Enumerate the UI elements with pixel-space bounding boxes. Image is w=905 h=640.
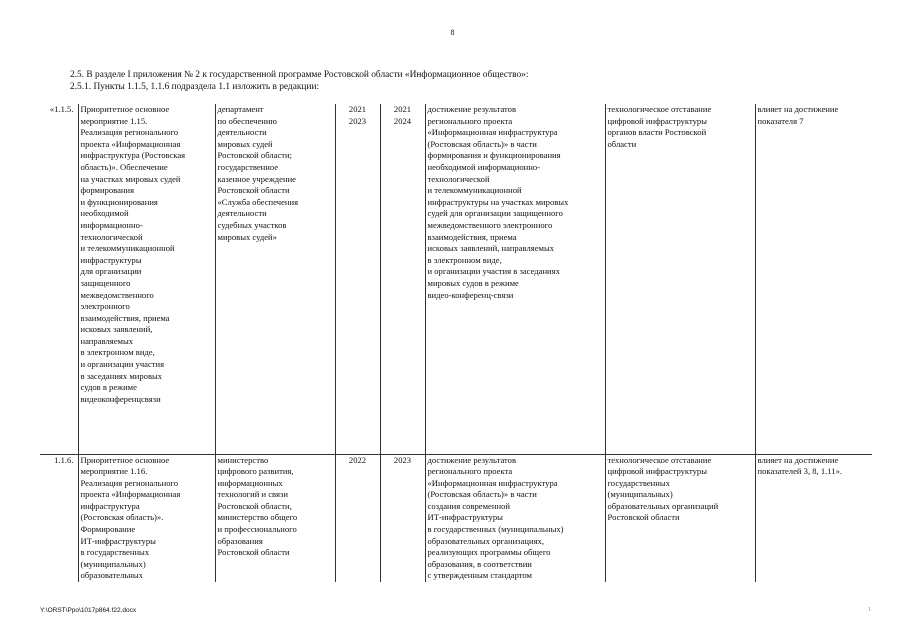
corner-mark: 1 <box>868 607 871 613</box>
measure-name: Приоритетное основное мероприятие 1.16. Реализация регионального проекта «Информационная инфраструктура (Ростовская область)». Формирование ИТ-инфраструктуры в государственных (муниципальных) образовательных <box>78 454 215 582</box>
end-year: 2021 2024 <box>380 104 425 454</box>
executor: департамент по обеспечению деятельности мировых судей Ростовской области; государственное казенное учреждение Ростовской области «Служба обеспечения деятельности судебных участков мировых судей» <box>215 104 335 454</box>
item-number: 1.1.6. <box>40 454 78 582</box>
intro-line-2: 2.5.1. Пункты 1.1.5, 1.1.6 подраздела 1.1 изложить в редакции: <box>70 82 320 92</box>
end-year: 2023 <box>380 454 425 582</box>
start-year: 2021 2023 <box>335 104 380 454</box>
indicator-link: влияет на достижение показателя 7 <box>755 104 872 454</box>
file-path-footer: Y:\ORST\Ppo\1017p864.f22.docx <box>40 607 137 614</box>
measures-table <box>40 104 872 582</box>
executor: министерство цифрового развития, информационных технологий и связи Ростовской области, министерство общего и профессионального образования Ростовской области <box>215 454 335 582</box>
table-row <box>40 104 872 454</box>
intro-line-1: 2.5. В разделе I приложения № 2 к государственной программе Ростовской области «Информационное общество»: <box>70 70 529 80</box>
expected-result: достижение результатов регионального проекта «Информационная инфраструктура (Ростовская область)» в части формирования и функционирования необходимой информационно- технологической и телекоммуникационной инфраструктуры на участках мировых судей для организации защищенного межведомственного электронного взаимодействия, приема исковых заявлений, направляемых в электронном виде, и организации участия в заседаниях мировых судов в режиме видео-конференц-связи <box>425 104 605 454</box>
table-row <box>40 454 872 582</box>
expected-result: достижение результатов регионального проекта «Информационная инфраструктура (Ростовская область)» в части создания современной ИТ-инфраструктуры в государственных (муниципальных) образовательных организациях, реализующих программы общего образования, в соответствии с утвержденным стандартом <box>425 454 605 582</box>
indicator-link: влияет на достижение показателей 3, 8, 1.11». <box>757 454 843 477</box>
page-number: 8 <box>450 28 455 37</box>
measure-name: Приоритетное основное мероприятие 1.15. Реализация регионального проекта «Информационная инфраструктура (Ростовская область)». Обеспечение на участках мировых судей формирования и функционирования необходимой информационно- технологической и телекоммуникационной инфраструктуры для организации защищенного межведомственного электронного взаимодействия, приема исковых заявлений, направляемых в электронном виде, и организации участия в заседаниях мировых судов в режиме видеоконференцсвязи <box>78 104 215 454</box>
consequence: технологическое отставание цифровой инфраструктуры органов власти Ростовской области <box>605 104 755 454</box>
item-number: «1.1.5. <box>40 104 78 454</box>
consequence: технологическое отставание цифровой инфраструктуры государственных (муниципальных) образовательных организаций Ростовской области <box>605 454 755 582</box>
start-year: 2022 <box>335 454 380 582</box>
